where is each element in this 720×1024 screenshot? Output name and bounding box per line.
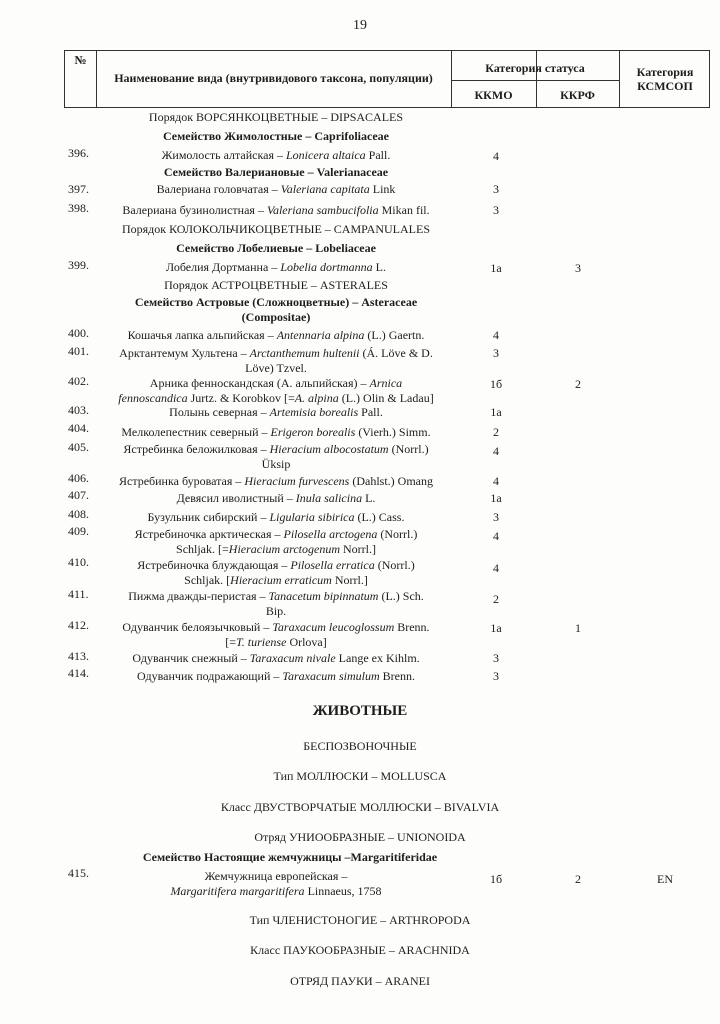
species-name: Одуванчик снежный – Taraxacum nivale Lange ex Kihlm. — [132, 651, 420, 665]
row-number: 415. — [68, 866, 89, 880]
table-row — [0, 555, 720, 587]
species-name: Ястребинка беложилковая – Hieracium albocostatum (Norrl.) — [123, 442, 429, 456]
header-kkrf: ККРФ — [560, 88, 595, 102]
header-kkmo: ККМО — [474, 88, 513, 102]
section-title-animals: ЖИВОТНЫЕ — [312, 703, 408, 719]
row-number: 406. — [68, 471, 89, 485]
order-heading — [0, 110, 720, 126]
page-number: 19 — [353, 18, 367, 33]
row-number: 401. — [68, 344, 89, 358]
species-name-cont: [=T. turiense Orlova] — [225, 635, 327, 649]
table-row — [0, 587, 720, 618]
heading-phylum-mollusca: Тип МОЛЛЮСКИ – MOLLUSCA — [273, 769, 447, 783]
kkmo-value: 4 — [493, 529, 499, 543]
row-number: 404. — [68, 421, 89, 435]
row-number: 397. — [68, 182, 89, 196]
table-row — [0, 182, 720, 198]
table-row — [0, 146, 720, 162]
kkmo-value: 1а — [490, 491, 502, 505]
row-number: 409. — [68, 524, 89, 538]
family-heading — [0, 129, 720, 145]
species-name: Валериана бузинолистная – Valeriana sambucifolia Mikan fil. — [122, 203, 430, 217]
family-caprifoliaceae: Семейство Жимолостные – Caprifoliaceae — [162, 129, 389, 143]
row-number: 407. — [68, 488, 89, 502]
heading-order-unionoida: Отряд УНИООБРАЗНЫЕ – UNIONOIDA — [254, 830, 466, 844]
family-asteraceae-alt: (Compositae) — [241, 310, 311, 324]
row-number: 413. — [68, 649, 89, 663]
family-valerianaceae: Семейство Валериановые – Valerianaceae — [163, 165, 389, 179]
table-row — [0, 344, 720, 375]
row-number: 410. — [68, 555, 89, 569]
species-name: Бузульник сибирский – Ligularia sibirica (L.) Cass. — [147, 510, 405, 524]
table-row — [0, 374, 720, 405]
species-name: Жимолость алтайская – Lonicera altaica Pall. — [161, 148, 391, 162]
kkmo-value: 4 — [493, 561, 499, 575]
heading-invertebrates: БЕСПОЗВОНОЧНЫЕ — [303, 739, 417, 753]
species-name-cont: Üksip — [261, 457, 291, 471]
species-name: Ястребиночка блуждающая – Pilosella erratica (Norrl.) — [137, 558, 415, 572]
species-name: Одуванчик подражающий – Taraxacum simulum Brenn. — [137, 669, 415, 683]
family-asteraceae: Семейство Астровые (Сложноцветные) – Asteraceae — [134, 295, 418, 309]
heading-phylum-arthropoda: Тип ЧЛЕНИСТОНОГИЕ – ARTHROPODA — [249, 913, 471, 927]
species-name-cont: Margaritifera margaritifera Linnaeus, 1758 — [170, 884, 382, 898]
species-name: Ястребиночка арктическая – Pilosella arctogena (Norrl.) — [134, 527, 418, 541]
species-name: Полынь северная – Artemisia borealis Pall. — [169, 405, 383, 419]
table-row — [0, 524, 720, 556]
family-margaritiferidae: Семейство Настоящие жемчужницы –Margaritiferidae — [142, 850, 438, 864]
kkmo-value: 3 — [493, 346, 499, 360]
kkmo-value: 1а — [490, 405, 502, 419]
table-row — [0, 421, 720, 437]
heading-class-arachnida: Класс ПАУКООБРАЗНЫЕ – ARACHNIDA — [250, 943, 470, 957]
table-row — [0, 403, 720, 419]
kkmo-value: 1б — [489, 377, 503, 391]
row-number: 412. — [68, 618, 89, 632]
kkmo-value: 1а — [490, 261, 502, 275]
header-number: № — [74, 53, 87, 67]
table-row — [0, 649, 720, 665]
row-number: 403. — [68, 403, 89, 417]
species-name: Девясил иволистный – Inula salicina L. — [176, 491, 376, 505]
species-name: Арника феннoскандская (А. альпийская) – Arnica — [149, 376, 403, 390]
row-number: 411. — [68, 587, 89, 601]
heading-order-aranei: ОТРЯД ПАУКИ – ARANEI — [290, 974, 430, 988]
species-name: Арктантемум Хультена – Arctanthemum hultenii (Á. Löve & D. — [119, 346, 433, 360]
table-header — [64, 50, 710, 108]
species-name: Лобелия Дортманна – Lobelia dortmanna L. — [165, 260, 386, 274]
table-row — [0, 488, 720, 504]
kkmo-value: 4 — [493, 444, 499, 458]
header-status-category: Категория статуса — [485, 61, 585, 75]
kkmo-value: 2 — [493, 425, 499, 439]
table-row — [0, 471, 720, 487]
species-name: Пижма дважды-перистая – Tanacetum bipinnatum (L.) Sch. — [128, 589, 424, 603]
row-number: 405. — [68, 440, 89, 454]
order-campanulales: Порядок КОЛОКОЛЬЧИКОЦВЕТНЫЕ – CAMPANULALES — [121, 222, 431, 236]
kkmo-value: 2 — [493, 592, 499, 606]
table-row — [0, 507, 720, 523]
species-name-cont: Schljak. [=Hieracium arctogenum Norrl.] — [176, 542, 376, 556]
table-row — [0, 201, 720, 217]
order-asterales: Порядок АСТРОЦВЕТНЫЕ – ASTERALES — [164, 278, 388, 292]
kkmo-value: 3 — [493, 182, 499, 196]
table-row — [0, 258, 720, 274]
family-lobeliaceae: Семейство Лобелиевые – Lobeliaceae — [176, 241, 376, 255]
kkmo-value: 4 — [493, 474, 499, 488]
header-ksmsop: Категория КСМСОП — [636, 65, 694, 93]
ksmsop-value: EN — [657, 872, 673, 886]
row-number: 398. — [68, 201, 89, 215]
row-number: 414. — [68, 666, 89, 680]
kkmo-value: 3 — [493, 510, 499, 524]
kkmo-value: 1б — [489, 872, 503, 886]
order-dipsacales: Порядок ВОРСЯНКОЦВЕТНЫЕ – DIPSACALES — [148, 110, 404, 124]
kkrf-value: 3 — [575, 261, 581, 275]
species-name-cont: Bip. — [265, 604, 287, 618]
kkrf-value: 2 — [575, 872, 581, 886]
kkrf-value: 1 — [575, 621, 581, 635]
kkmo-value: 3 — [493, 651, 499, 665]
kkmo-value: 3 — [493, 203, 499, 217]
species-name-cont: Löve) Tzvel. — [245, 361, 307, 375]
heading-class-bivalvia: Класс ДВУСТВОРЧАТЫЕ МОЛЛЮСКИ – BIVALVIA — [220, 800, 500, 814]
table-row — [0, 666, 720, 682]
species-name: Мелколепестник северный – Erigeron borealis (Vierh.) Simm. — [121, 425, 431, 439]
kkrf-value: 2 — [575, 377, 581, 391]
row-number: 408. — [68, 507, 89, 521]
species-name: Кошачья лапка альпийская – Antennaria alpina (L.) Gaertn. — [127, 328, 425, 342]
kkmo-value: 1а — [490, 621, 502, 635]
species-name: Одуванчик белоязычковый – Taraxacum leucoglossum Brenn. — [122, 620, 430, 634]
table-row — [0, 326, 720, 342]
row-number: 400. — [68, 326, 89, 340]
row-number: 399. — [68, 258, 89, 272]
table-row — [0, 618, 720, 649]
row-number: 402. — [68, 374, 89, 388]
table-row — [0, 866, 720, 898]
header-species-name: Наименование вида (внутривидового таксона, популяции) — [114, 71, 433, 85]
species-name: Валериана головчатая – Valeriana capitata Link — [156, 182, 396, 196]
species-name-cont: fennoscandica Jurtz. & Korobkov [=A. alpina (L.) Olin & Ladau] — [118, 391, 434, 405]
kkmo-value: 4 — [493, 328, 499, 342]
kkmo-value: 3 — [493, 669, 499, 683]
table-row — [0, 440, 720, 471]
species-name: Ястребинка буроватая – Hieracium furvescens (Dahlst.) Omang — [118, 474, 434, 488]
row-number: 396. — [68, 146, 89, 160]
species-name: Жемчужница европейская – — [204, 869, 348, 883]
kkmo-value: 4 — [493, 149, 499, 163]
species-name-cont: Schljak. [Hieracium erraticum Norrl.] — [184, 573, 368, 587]
